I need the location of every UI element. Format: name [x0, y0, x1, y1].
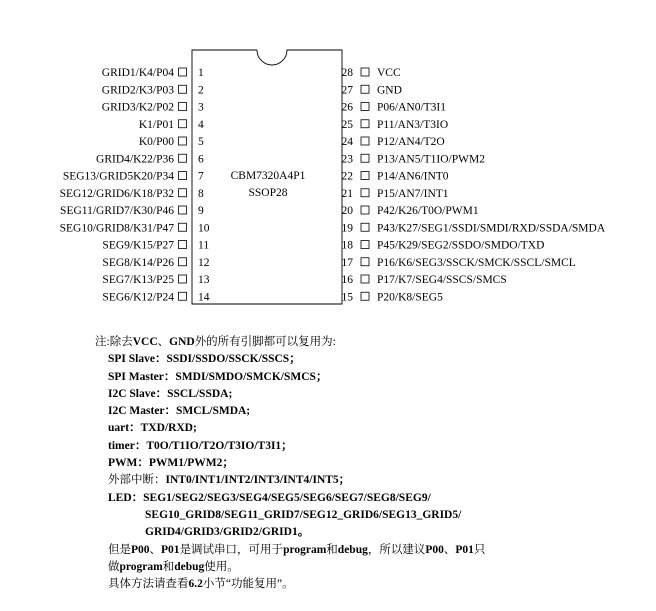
- pin-label: P17/K7/SEG4/SSCS/SMCS: [377, 274, 507, 286]
- pin-number: 11: [198, 239, 210, 252]
- pin-number: 13: [198, 274, 210, 286]
- pin-marker: [179, 85, 187, 93]
- pin-number: 25: [341, 118, 353, 131]
- pin-23: [342, 153, 486, 165]
- pin-27: [342, 84, 402, 96]
- pin-label: SEG13/GRID5K20/P34: [62, 170, 174, 183]
- pin-label: P11/AN3/T3IO: [377, 118, 449, 131]
- pin-label: P15/AN7/INT1: [377, 187, 449, 200]
- pin-number: 24: [341, 136, 353, 148]
- notes-reference: 具体方法请查看6.2小节“功能复用”。: [108, 578, 294, 591]
- notes-i2c-master: I2C Master：SMCL/SMDA;: [108, 405, 251, 418]
- pin-marker: [361, 154, 369, 162]
- pin-label: P45/K29/SEG2/SSDO/SMDO/TXD: [377, 239, 545, 252]
- pin-17: [342, 257, 576, 269]
- pin-label: K0/P00: [138, 136, 174, 148]
- pin-marker: [179, 275, 187, 283]
- pin-number: 4: [198, 118, 204, 131]
- pin-marker: [361, 241, 369, 249]
- pin-number: 28: [341, 67, 353, 79]
- pin-1: [102, 67, 204, 79]
- pin-label: GRID1/K4/P04: [101, 67, 174, 79]
- pin-marker: [361, 85, 369, 93]
- pin-21: [342, 188, 449, 200]
- pin-label: SEG8/K14/P26: [102, 256, 174, 269]
- pin-number: 14: [198, 291, 210, 304]
- pin-label: SEG7/K13/P25: [102, 274, 174, 286]
- pin-10: [60, 222, 210, 234]
- pin-number: 9: [198, 205, 204, 217]
- notes-spi-slave: SPI Slave：SSDI/SSDO/SSCK/SSCS；: [108, 353, 301, 366]
- pin-22: [342, 171, 449, 183]
- pin-number: 19: [341, 222, 353, 235]
- pin-number: 18: [341, 239, 353, 252]
- pin-5: [139, 136, 204, 148]
- pin-number: 8: [198, 187, 204, 200]
- pin-label: P42/K26/T0O/PWM1: [377, 205, 479, 217]
- pin-marker: [361, 120, 369, 128]
- pin-notes: [95, 334, 635, 593]
- pin-24: [342, 136, 445, 148]
- pin-label: SEG9/K15/P27: [102, 239, 174, 252]
- pin-marker: [361, 189, 369, 197]
- pin-label: SEG6/K12/P24: [102, 291, 174, 304]
- pin-label: SEG11/GRID7/K30/P46: [60, 205, 174, 217]
- pin-marker: [179, 103, 187, 111]
- pin-label: P06/AN0/T3I1: [377, 101, 446, 114]
- pin-label: P12/AN4/T2O: [377, 136, 445, 148]
- pin-marker: [361, 172, 369, 180]
- pin-marker: [361, 258, 369, 266]
- pin-number: 7: [198, 170, 204, 183]
- pin-19: [342, 222, 606, 234]
- pin-label: P14/AN6/INT0: [377, 170, 449, 183]
- pin-28: [342, 67, 401, 79]
- pin-marker: [361, 103, 369, 111]
- pin-13: [102, 274, 209, 286]
- pin-number: 20: [341, 205, 353, 217]
- pin-15: [342, 291, 444, 303]
- pin-marker: [179, 241, 187, 249]
- pin-11: [102, 240, 209, 252]
- pin-label: P16/K6/SEG3/SSCK/SMCK/SSCL/SMCL: [377, 256, 576, 269]
- pin-number: 23: [341, 153, 353, 166]
- pin-20: [342, 205, 479, 217]
- pin-18: [342, 240, 545, 252]
- pin-number: 26: [341, 101, 353, 114]
- pin-marker: [179, 172, 187, 180]
- pin-16: [342, 274, 507, 286]
- pin-3: [102, 102, 204, 114]
- notes-pwm: PWM：PWM1/PWM2；: [108, 457, 234, 470]
- notes-led: LED：SEG1/SEG2/SEG3/SEG4/SEG5/SEG6/SEG7/SEG8/SEG9/: [108, 491, 431, 504]
- pin-label: SEG10/GRID8/K31/P47: [59, 222, 174, 235]
- pin-marker: [361, 223, 369, 231]
- pin-number: 5: [198, 136, 204, 148]
- pin-label: GRID2/K3/P03: [101, 84, 174, 97]
- notes-uart: uart：TXD/RXD;: [108, 422, 197, 435]
- pin-number: 6: [198, 153, 204, 166]
- pin-25: [342, 119, 449, 131]
- pin-marker: [179, 258, 187, 266]
- pin-8: [60, 188, 204, 200]
- pin-marker: [179, 120, 187, 128]
- pin-marker: [179, 189, 187, 197]
- notes-intro: 注:除去VCC、GND外的所有引脚都可以复用为:: [95, 336, 336, 348]
- pin-number: 10: [198, 222, 210, 235]
- pin-marker: [179, 137, 187, 145]
- pin-label: GND: [377, 84, 402, 97]
- notes-i2c-slave: I2C Slave：SSCL/SSDA;: [108, 387, 233, 400]
- pin-marker: [361, 275, 369, 283]
- notes-led-2: SEG10_GRID8/SEG11_GRID7/SEG12_GRID6/SEG13_GRID5/: [145, 508, 462, 521]
- pin-26: [342, 102, 447, 114]
- pin-14: [102, 291, 209, 303]
- pin-label: VCC: [377, 67, 401, 79]
- pin-label: K1/P01: [138, 118, 174, 131]
- notes-debug: 但是P00、P01是调试串口，可用于program和debug，所以建议P00、P01只: [108, 543, 486, 556]
- notes-spi-master: SPI Master：SMDI/SMDO/SMCK/SMCS；: [108, 370, 328, 383]
- pin-label: SEG12/GRID6/K18/P32: [59, 187, 174, 200]
- pin-label: P13/AN5/T1IO/PWM2: [377, 153, 485, 166]
- pin-marker: [361, 206, 369, 214]
- notes-interrupt: 外部中断：INT0/INT1/INT2/INT3/INT4/INT5；: [108, 474, 351, 487]
- pin-number: 17: [341, 256, 353, 269]
- pin-number: 2: [198, 84, 204, 97]
- chip-package: SSOP28: [248, 187, 288, 199]
- pin-number: 21: [341, 187, 353, 200]
- pin-9: [60, 205, 204, 217]
- pin-marker: [179, 154, 187, 162]
- pin-marker: [179, 292, 187, 300]
- pin-number: 22: [341, 170, 353, 183]
- pin-number: 1: [198, 67, 204, 79]
- pin-number: 27: [341, 84, 353, 97]
- pin-marker: [179, 206, 187, 214]
- chip-name: CBM7320A4P1: [230, 170, 306, 182]
- pin-marker: [361, 137, 369, 145]
- pin-2: [102, 84, 204, 96]
- pin-marker: [179, 223, 187, 231]
- left-pin-column: [60, 67, 210, 303]
- pin-6: [96, 153, 204, 165]
- right-pin-column: [342, 67, 606, 303]
- notes-led-3: GRID4/GRID3/GRID2/GRID1。: [145, 526, 310, 539]
- pin-number: 15: [341, 291, 353, 304]
- pin-label: GRID4/K22/P36: [96, 153, 174, 166]
- pin-12: [102, 257, 209, 269]
- pin-number: 12: [198, 256, 210, 269]
- notes-timer: timer：T0O/T1IO/T2O/T3IO/T3I1；: [108, 439, 293, 452]
- pin-marker: [361, 292, 369, 300]
- pin-label: P20/K8/SEG5: [377, 291, 443, 304]
- pin-marker: [361, 68, 369, 76]
- pin-label: P43/K27/SEG1/SSDI/SMDI/RXD/SSDA/SMDA: [377, 222, 606, 235]
- pin-7: [63, 171, 204, 183]
- pin-number: 16: [341, 274, 353, 286]
- pin-label: GRID3/K2/P02: [101, 101, 174, 114]
- pin-number: 3: [198, 101, 204, 114]
- pin-marker: [179, 68, 187, 76]
- pin-4: [139, 119, 204, 131]
- notes-debug-2: 做program和debug使用。: [108, 560, 239, 573]
